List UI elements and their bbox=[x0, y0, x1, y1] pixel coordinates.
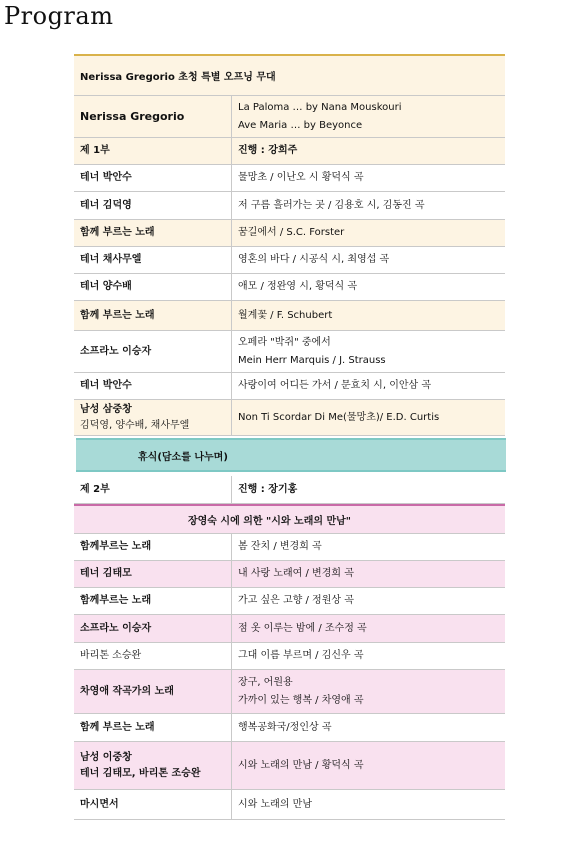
performer-cell bbox=[74, 742, 232, 789]
section-row bbox=[74, 476, 505, 504]
table-row bbox=[74, 561, 505, 588]
performer-cell: 함께부르는 노래 bbox=[74, 588, 232, 614]
performer-cell bbox=[74, 400, 232, 435]
program-cell bbox=[232, 400, 505, 435]
song-line: 봄 잔치 / 변경희 곡 bbox=[238, 541, 322, 553]
performer-cell: Nerissa Gregorio bbox=[74, 96, 232, 137]
performer-cell: 소프라노 이승자 bbox=[74, 331, 232, 372]
program-table-part1 bbox=[74, 54, 505, 436]
song-line: 가까이 있는 행복 / 차영애 곡 bbox=[238, 694, 364, 706]
program-cell bbox=[232, 301, 505, 330]
table-row bbox=[74, 643, 505, 670]
performer-cell: 테너 김덕영 bbox=[74, 192, 232, 219]
program-table-part2 bbox=[74, 476, 505, 820]
table-row bbox=[74, 165, 505, 192]
song-line: 물망초 / 이난오 시 황덕식 곡 bbox=[238, 172, 364, 184]
performer-cell: 함께 부르는 노래 bbox=[74, 301, 232, 330]
opening-title-row bbox=[74, 56, 505, 96]
part2-title-row bbox=[74, 506, 505, 534]
song-line: 꿈길에서 / S.C. Forster bbox=[238, 227, 345, 239]
program-cell bbox=[232, 274, 505, 300]
song-line: 그대 이름 부르며 / 김신우 곡 bbox=[238, 650, 364, 662]
song-line: 사랑이여 어디든 가서 / 문효치 시, 이안삼 곡 bbox=[238, 380, 432, 392]
table-row bbox=[74, 220, 505, 247]
table-row bbox=[74, 615, 505, 643]
table-row bbox=[74, 192, 505, 220]
table-row bbox=[74, 588, 505, 615]
performer-cell: 테너 양수배 bbox=[74, 274, 232, 300]
program-cell bbox=[232, 534, 505, 560]
song-line: 영혼의 바다 / 시공식 시, 최영섭 곡 bbox=[238, 254, 390, 266]
part2-title: 장영숙 시에 의한 "시와 노래의 만남" bbox=[187, 516, 352, 527]
performer-cell: 테너 김태모 bbox=[74, 561, 232, 587]
performer-cell: 테너 채사무엘 bbox=[74, 247, 232, 273]
program-cell bbox=[232, 331, 505, 372]
program-cell bbox=[232, 373, 505, 399]
performer-cell: 차영애 작곡가의 노래 bbox=[74, 670, 232, 713]
program-cell bbox=[232, 742, 505, 789]
section-label: 제 1부 bbox=[74, 138, 232, 164]
table-row bbox=[74, 274, 505, 301]
song-line: 애모 / 정완영 시, 황덕식 곡 bbox=[238, 281, 358, 293]
table-row bbox=[74, 331, 505, 373]
intermission-banner: 휴식(담소를 나누며) bbox=[76, 438, 506, 472]
song-line: Ave Maria … by Beyonce bbox=[238, 119, 363, 131]
program-cell bbox=[232, 670, 505, 713]
program-cell bbox=[232, 220, 505, 246]
program-cell bbox=[232, 165, 505, 191]
table-row bbox=[74, 534, 505, 561]
performer-cell: 함께 부르는 노래 bbox=[74, 220, 232, 246]
performer-name: 남성 이중창 bbox=[80, 752, 132, 763]
section-row bbox=[74, 138, 505, 165]
table-row bbox=[74, 373, 505, 400]
table-row bbox=[74, 790, 505, 820]
song-line: 점 옷 이루는 밤에 / 조수정 곡 bbox=[238, 622, 367, 634]
table-row bbox=[74, 670, 505, 714]
program-cell bbox=[232, 561, 505, 587]
performer-cell: 바리톤 소승완 bbox=[74, 643, 232, 669]
program-cell bbox=[232, 588, 505, 614]
table-row bbox=[74, 714, 505, 742]
table-row bbox=[74, 301, 505, 331]
performer-members: 테너 김태모, 바리톤 조승완 bbox=[80, 767, 201, 779]
song-line: 오페라 "박쥐" 중에서 bbox=[238, 337, 331, 348]
performer-cell: 마시면서 bbox=[74, 790, 232, 819]
song-line: Mein Herr Marquis / J. Strauss bbox=[238, 354, 386, 366]
table-row bbox=[74, 247, 505, 274]
performer-members: 김덕영, 양수배, 채사무엘 bbox=[80, 419, 190, 431]
performer-cell: 함께부르는 노래 bbox=[74, 534, 232, 560]
program-cell bbox=[232, 247, 505, 273]
opening-title: Nerissa Gregorio 초청 특별 오프닝 무대 bbox=[80, 72, 276, 83]
song-line: 시와 노래의 만남 / 황덕식 곡 bbox=[238, 759, 364, 771]
program-cell bbox=[232, 615, 505, 642]
song-line: 내 사랑 노래여 / 변경희 곡 bbox=[238, 568, 354, 580]
performer-cell: 함께 부르는 노래 bbox=[74, 714, 232, 741]
song-line: 가고 싶은 고향 / 정원상 곡 bbox=[238, 595, 354, 607]
opening-row bbox=[74, 96, 505, 138]
performer-cell: 소프라노 이승자 bbox=[74, 615, 232, 642]
song-line: Non Ti Scordar Di Me(물망초)/ E.D. Curtis bbox=[238, 411, 440, 423]
song-line: 시와 노래의 만남 bbox=[238, 798, 312, 810]
performer-name: 남성 삼중창 bbox=[80, 404, 132, 415]
program-cell bbox=[232, 790, 505, 819]
page-heading: Program bbox=[4, 2, 114, 30]
section-label: 제 2부 bbox=[74, 476, 232, 503]
performer-cell: 테너 박안수 bbox=[74, 373, 232, 399]
song-line: La Paloma … by Nana Mouskouri bbox=[238, 102, 402, 113]
song-line: 저 구름 흘러가는 곳 / 김용호 시, 김동진 곡 bbox=[238, 199, 425, 211]
song-line: 장구, 어원용 bbox=[238, 677, 293, 688]
table-row bbox=[74, 742, 505, 790]
program-cell bbox=[232, 192, 505, 219]
song-line: 행복공화국/정인상 곡 bbox=[238, 721, 332, 733]
performer-cell: 테너 박안수 bbox=[74, 165, 232, 191]
section-host: 진행 : 장기홍 bbox=[238, 483, 298, 495]
table-row bbox=[74, 400, 505, 436]
program-cell bbox=[232, 643, 505, 669]
section-host: 진행 : 강희주 bbox=[238, 145, 298, 157]
program-cell bbox=[232, 714, 505, 741]
program-cell bbox=[232, 96, 505, 137]
song-line: 월계꽃 / F. Schubert bbox=[238, 309, 333, 321]
